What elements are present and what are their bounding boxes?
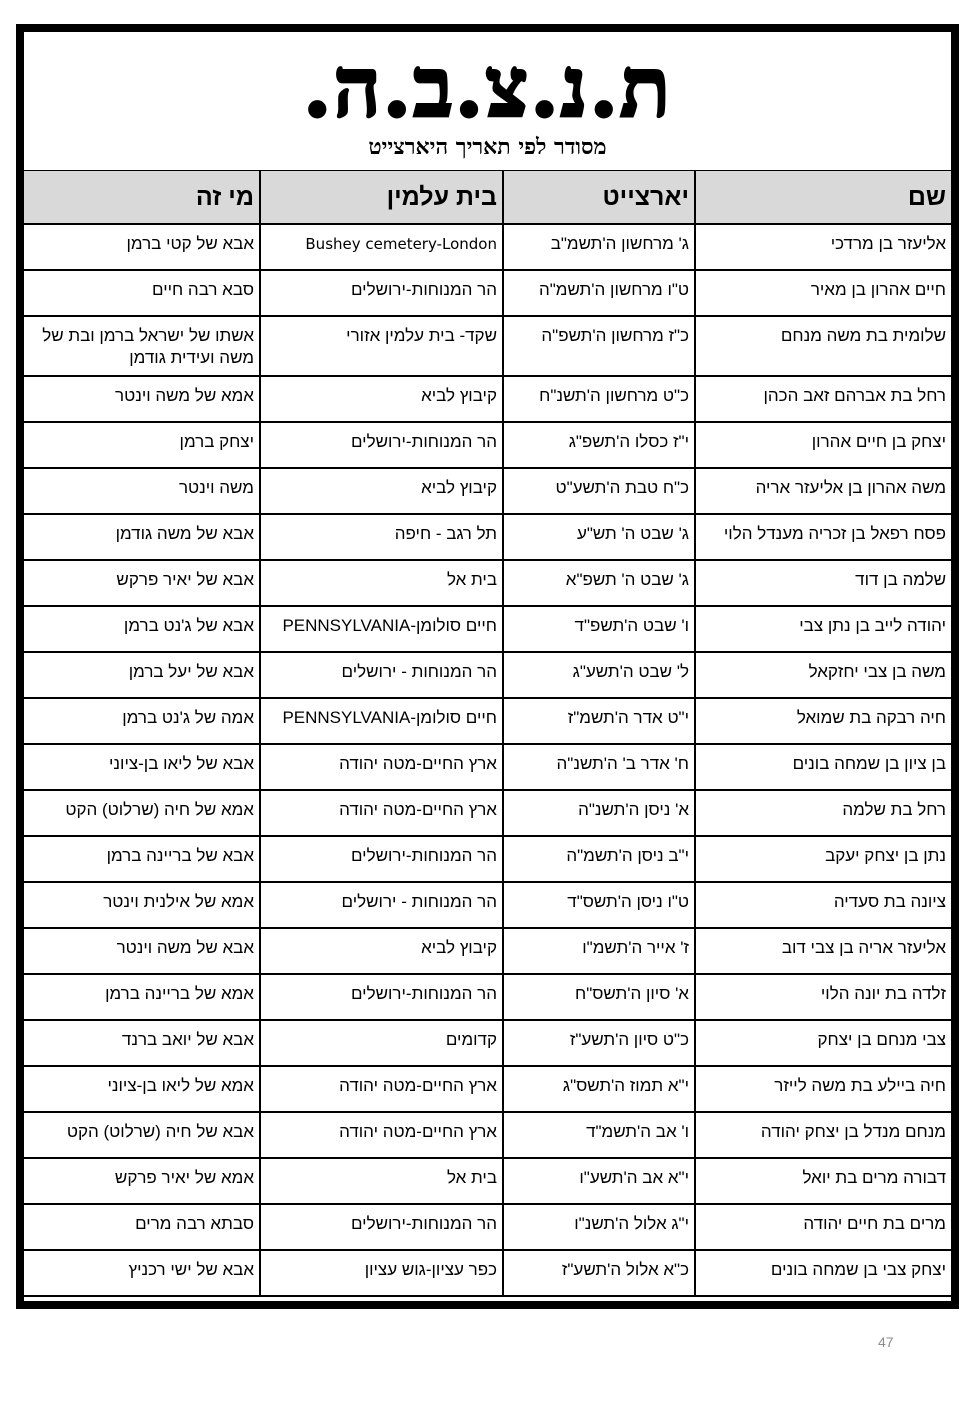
- table-row: [24, 1250, 951, 1296]
- table-header-row: [24, 171, 951, 224]
- cell-who: אבא של יואב ברנד: [24, 1020, 260, 1066]
- cell-name: דבורה מרים בת יואל: [695, 1158, 951, 1204]
- header-who: מי זה: [24, 171, 260, 224]
- header-cemetery: בית עלמין: [260, 171, 503, 224]
- table-row: [24, 882, 951, 928]
- table-row: [24, 1112, 951, 1158]
- cell-yahrzeit: כ"ז מרחשון ה'תשפ"ה: [503, 316, 695, 376]
- cell-cemetery: בית אל: [260, 1158, 503, 1204]
- cell-cemetery: חיים סולומן-PENNSYLVANIA: [260, 606, 503, 652]
- cell-yahrzeit: כ"ט מרחשון ה'תשנ"ח: [503, 376, 695, 422]
- cell-cemetery: Bushey cemetery-London: [260, 224, 503, 270]
- table-row: [24, 224, 951, 270]
- cell-cemetery: קדומים: [260, 1020, 503, 1066]
- cell-cemetery: ארץ החיים-מטה יהודה: [260, 1066, 503, 1112]
- cell-yahrzeit: ג' שבט ה' תש"ע: [503, 514, 695, 560]
- cell-who: אבא של חיה (שרלוט) הקט: [24, 1112, 260, 1158]
- cell-yahrzeit: ח' אדר ב' ה'תשנ"ה: [503, 744, 695, 790]
- cell-yahrzeit: י"א תמוז ה'תשס"ג: [503, 1066, 695, 1112]
- title-area: [24, 32, 951, 171]
- cell-who: אבא של קטי ברמן: [24, 224, 260, 270]
- cell-cemetery: בית אל: [260, 560, 503, 606]
- table-row: [24, 1158, 951, 1204]
- table-row: [24, 698, 951, 744]
- cell-cemetery: שקד- בית עלמין אזורי: [260, 316, 503, 376]
- cell-cemetery: הר המנוחות - ירושלים: [260, 882, 503, 928]
- cell-who: אבא של ישי רכניץ: [24, 1250, 260, 1296]
- table-row: [24, 1020, 951, 1066]
- cell-name: מנחם מנדל בן יצחק יהודה: [695, 1112, 951, 1158]
- header-yahrzeit: יארצייט: [503, 171, 695, 224]
- table-row: [24, 790, 951, 836]
- cell-who: אמא של בריינה ברמן: [24, 974, 260, 1020]
- table-row: [24, 316, 951, 376]
- cell-cemetery: הר המנוחות-ירושלים: [260, 270, 503, 316]
- cell-name: ציונה בת סעדיה: [695, 882, 951, 928]
- page-number: 47: [878, 1334, 894, 1350]
- cell-cemetery: הר המנוחות-ירושלים: [260, 1204, 503, 1250]
- table-row: [24, 422, 951, 468]
- table-row: [24, 468, 951, 514]
- table-row: [24, 928, 951, 974]
- cell-yahrzeit: ג' שבט ה' תשפ"א: [503, 560, 695, 606]
- cell-cemetery: חיים סולומן-PENNSYLVANIA: [260, 698, 503, 744]
- cell-yahrzeit: י"א אב ה'תשע"ו: [503, 1158, 695, 1204]
- cell-yahrzeit: כ"א אלול ה'תשע"ז: [503, 1250, 695, 1296]
- cell-who: אמא של משה וינטר: [24, 376, 260, 422]
- cell-who: יצחק ברמן: [24, 422, 260, 468]
- cell-cemetery: קיבוץ לביא: [260, 928, 503, 974]
- cell-yahrzeit: ט"ו ניסן ה'תשס"ד: [503, 882, 695, 928]
- cell-yahrzeit: ז' אייר ה'תשמ"ו: [503, 928, 695, 974]
- table-row: [24, 270, 951, 316]
- cell-yahrzeit: ו' שבט ה'תשפ"ד: [503, 606, 695, 652]
- cell-cemetery: כפר עציון-גוש עציון: [260, 1250, 503, 1296]
- cell-name: משה אהרון בן אליעזר אריה: [695, 468, 951, 514]
- cell-who: אבא של יעל ברמן: [24, 652, 260, 698]
- cell-who: משה וינטר: [24, 468, 260, 514]
- cell-who: סבא רבה חיים: [24, 270, 260, 316]
- table-row: [24, 376, 951, 422]
- cell-who: אבא של בריינה ברמן: [24, 836, 260, 882]
- cell-name: רחל בת אברהם זאב הכהן: [695, 376, 951, 422]
- table-row: [24, 836, 951, 882]
- cell-yahrzeit: י"ג אלול ה'תשנ"ו: [503, 1204, 695, 1250]
- cell-name: זלדה בת יונה הלוי: [695, 974, 951, 1020]
- cell-who: אבא של משה גודמן: [24, 514, 260, 560]
- table-row: [24, 514, 951, 560]
- table-row: [24, 652, 951, 698]
- table-row: [24, 744, 951, 790]
- cell-yahrzeit: א' ניסן ה'תשנ"ה: [503, 790, 695, 836]
- cell-yahrzeit: י"ב ניסן ה'תשמ"ה: [503, 836, 695, 882]
- cell-who: אמה של ג'נט ברמן: [24, 698, 260, 744]
- yahrzeit-table: [24, 171, 951, 1297]
- cell-cemetery: הר המנוחות-ירושלים: [260, 422, 503, 468]
- cell-cemetery: הר המנוחות-ירושלים: [260, 974, 503, 1020]
- cell-cemetery: ארץ החיים-מטה יהודה: [260, 1112, 503, 1158]
- cell-name: שלומית בת משה מנחם: [695, 316, 951, 376]
- cell-yahrzeit: ט"ו מרחשון ה'תשמ"ה: [503, 270, 695, 316]
- cell-name: חיה ביילע בת משה לייזר: [695, 1066, 951, 1112]
- cell-who: אבא של ג'נט ברמן: [24, 606, 260, 652]
- cell-name: שלמה בן דוד: [695, 560, 951, 606]
- table-row: [24, 1066, 951, 1112]
- cell-who: אשתו של ישראל ברמן ובת של משה ועידית גודמן: [24, 316, 260, 376]
- cell-name: פסח רפאל בן זכריה מענדל הלוי: [695, 514, 951, 560]
- cell-cemetery: קיבוץ לביא: [260, 468, 503, 514]
- cell-who: אמא של ליאו בן-ציוני: [24, 1066, 260, 1112]
- cell-who: אבא של ליאו בן-ציוני: [24, 744, 260, 790]
- table-row: [24, 560, 951, 606]
- cell-who: סבתא רבה מרים: [24, 1204, 260, 1250]
- page-title: ת.נ.צ.ב.ה.: [302, 40, 673, 136]
- cell-name: חיה רבקה בת שמואל: [695, 698, 951, 744]
- cell-name: רחל בת שלמה: [695, 790, 951, 836]
- cell-who: אמא של יאיר פרקש: [24, 1158, 260, 1204]
- cell-name: בן ציון בן שמחה בונים: [695, 744, 951, 790]
- cell-name: יהודה לייב בן נתן צבי: [695, 606, 951, 652]
- cell-name: חיים אהרון בן מאיר: [695, 270, 951, 316]
- cell-yahrzeit: ל' שבט ה'תשע"ג: [503, 652, 695, 698]
- cell-name: מרים בת חיים יהודה: [695, 1204, 951, 1250]
- cell-cemetery: קיבוץ לביא: [260, 376, 503, 422]
- cell-yahrzeit: ו' אב ה'תשמ"ד: [503, 1112, 695, 1158]
- table-row: [24, 606, 951, 652]
- cell-who: אבא של משה וינטר: [24, 928, 260, 974]
- cell-yahrzeit: כ"ח טבת ה'תשע"ט: [503, 468, 695, 514]
- cell-who: אבא של יאיר פרקש: [24, 560, 260, 606]
- cell-yahrzeit: י"ז כסלו ה'תשפ"ג: [503, 422, 695, 468]
- cell-name: משה בן צבי יחזקאל: [695, 652, 951, 698]
- cell-name: אליעזר בן מרדכי: [695, 224, 951, 270]
- cell-who: אמא של אילנית וינטר: [24, 882, 260, 928]
- cell-cemetery: ארץ החיים-מטה יהודה: [260, 744, 503, 790]
- cell-yahrzeit: כ"ט סיון ה'תשע"ז: [503, 1020, 695, 1066]
- cell-who: אמא של חיה (שרלוט) הקט: [24, 790, 260, 836]
- cell-name: יצחק בן חיים אהרון: [695, 422, 951, 468]
- cell-yahrzeit: ג' מרחשון ה'תשמ"ב: [503, 224, 695, 270]
- table-bottom-gap: [24, 1297, 951, 1301]
- table-row: [24, 1204, 951, 1250]
- cell-cemetery: ארץ החיים-מטה יהודה: [260, 790, 503, 836]
- cell-yahrzeit: י"ט אדר ה'תשמ"ז: [503, 698, 695, 744]
- cell-cemetery: הר המנוחות-ירושלים: [260, 836, 503, 882]
- page-subtitle: מסודר לפי תאריך היארצייט: [368, 134, 607, 160]
- table-row: [24, 974, 951, 1020]
- cell-cemetery: תל רגב - חיפה: [260, 514, 503, 560]
- cell-name: נתן בן יצחק יעקב: [695, 836, 951, 882]
- header-name: שם: [695, 171, 951, 224]
- cell-yahrzeit: א' סיון ה'תשס"ח: [503, 974, 695, 1020]
- cell-name: יצחק צבי בן שמחה בונים: [695, 1250, 951, 1296]
- cell-cemetery: הר המנוחות - ירושלים: [260, 652, 503, 698]
- table-body: [24, 224, 951, 1296]
- cell-name: אליעזר אריה בן צבי דוב: [695, 928, 951, 974]
- page-frame: [16, 24, 959, 1309]
- cell-name: צבי מנחם בן יצחק: [695, 1020, 951, 1066]
